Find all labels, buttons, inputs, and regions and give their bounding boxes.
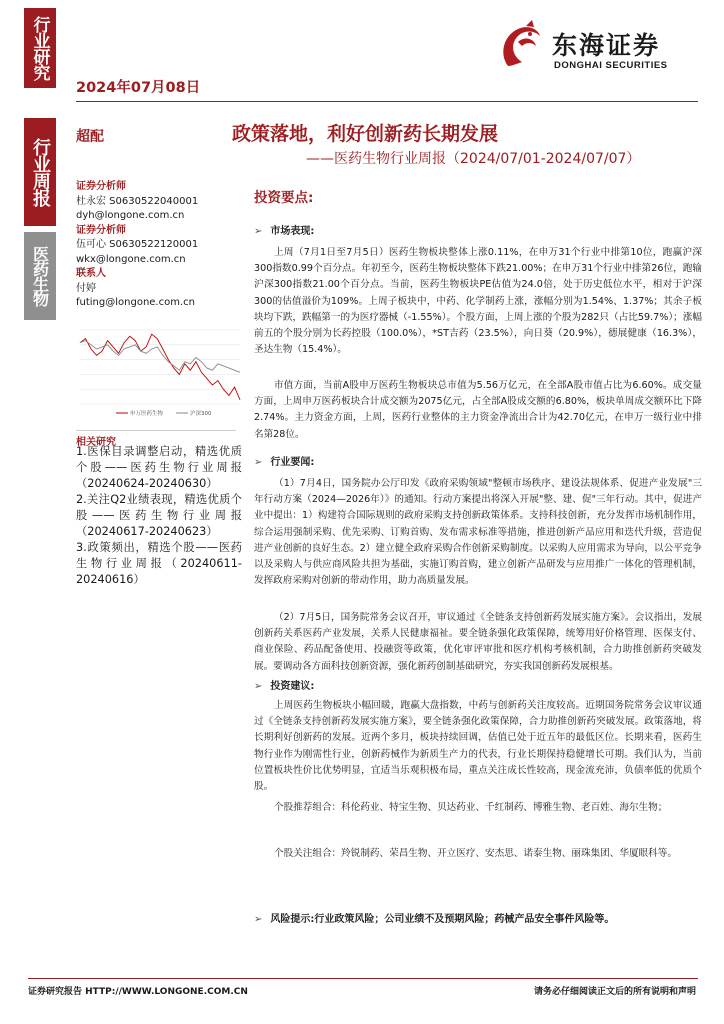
section-title: 市场表现: [270, 226, 315, 237]
contact-name: 付婷 [76, 282, 96, 294]
contact-label: 联系人 [76, 268, 106, 279]
market-paragraph: 上周（7月1日至7月5日）医药生物板块整体上涨0.11%，在申万31个行业中排第10位，跑赢沪深300指数0.99个百分点。年初至今，医药生物板块整体下跌21.00%；在申万31个行业中排第26位，跑输沪深300指数21.00个百分点。当前，医药生物板块PE估值为24.0倍，处于历史低位水平，相对于沪深300的估值溢价为109%。上周子板块中，中药、化学制药上涨，涨幅分别为1.54%、1.37%；其余子板块均下跌，跌幅第一的为医疗器械（-1.55%）。个股方面，上周上涨的个股为282只（占比59.7%）；涨幅前五的个股分别为长药控股（100.0%），*ST吉药（23.5%），向日葵（20.9%），德展健康（16.3%），圣达生物（15.4%）。 [254, 247, 702, 356]
arrow-icon: ➢ [254, 914, 263, 925]
tab-industry-research: 行业研究 [24, 8, 56, 88]
related-heading: 相关研究 [76, 430, 236, 448]
news-paragraph: （1）7月4日，国务院办公厅印发《政府采购领域"整顿市场秩序、建设法规体系、促进产业发展"三年行动方案（2024—2026年）》的通知。行动方案提出将深入开展"整、建、促"三年行动。其中，促进产业中提出：1）构建符合国际规则的政府采购支持创新政策体系。支持科技创新，充分发挥市场机制作用，综合运用强制采购、优先采购、订购首购、发布需求标准等措施，推进创新产品应用和迭代升级，营造促进产业创新的良好生态。2）建立健全政府采购合作创新采购制度。以采购人应用需求为导向，以公平竞争以及采购人与供应商风险共担为基础，实施订购首购，建立创新产品研发与应用推广一体化的管理机制，发挥政府采购对创新的带动作用，助力高质量发展。 [254, 478, 702, 587]
recommend-portfolio: 个股推荐组合：科伦药业、特宝生物、贝达药业、千红制药、博雅生物、老百姓、海尔生物； [274, 802, 668, 813]
section-heading [254, 453, 314, 468]
section-title: 行业要闻: [270, 457, 315, 468]
rating: 超配 [76, 129, 104, 145]
section-title: 投资建议: [270, 681, 315, 692]
chart-legend-label: 沪深300 [190, 411, 212, 417]
arrow-icon: ➢ [254, 226, 263, 237]
footer-right: 请务必仔细阅读正文后的所有说明和声明 [533, 987, 696, 997]
risk-text: 行业政策风险；公司业绩不及预期风险；药械产品安全事件风险等。 [314, 914, 615, 925]
header-divider [76, 101, 698, 102]
related-list [76, 444, 242, 588]
arrow-icon: ➢ [254, 457, 263, 468]
footer-left[interactable]: 证券研究报告 HTTP://WWW.LONGONE.COM.CN [28, 987, 248, 997]
analyst-name: 伍可心 S0630522120001 [76, 239, 199, 250]
related-item[interactable]: 2.关注Q2业绩表现，精选优质个股——医药生物行业周报（20240617-20240623） [76, 493, 242, 538]
report-title: 政策落地，利好创新药长期发展 [232, 123, 499, 145]
chart-legend-label: 申万医药生物 [130, 411, 164, 417]
analyst-email[interactable]: wkx@longone.com.cn [76, 253, 186, 265]
key-points-heading: 投资要点: [254, 190, 314, 206]
analyst-label: 证券分析师 [76, 224, 126, 236]
arrow-icon: ➢ [254, 681, 263, 692]
risk-label: 风险提示: [270, 914, 315, 925]
advice-paragraph: 上周医药生物板块小幅回暖，跑赢大盘指数，中药与创新药关注度较高。近期国务院常务会议审议通过《全链条支持创新药发展实施方案》，要全链条强化政策保障，合力助推创新药突破发展。政策落地，将长期利好创新药的发展。近两个多月，板块持续回调，估值已处于近五年的最低区位。长期来看，医药生物行业作为刚需性行业，创新药械作为新质生产力的代表，行业长期保持稳健增长可期。我们认为，当前位置板块性价比优势明显，宜适当乐观积极布局，重点关注成长性较高，现金流充沛，负债率低的优质个股。 [254, 700, 702, 793]
related-item[interactable]: 3.政策频出，精选个股——医药生物行业周报（20240611-20240616） [76, 541, 242, 586]
tab-weekly-report: 行业周报 [24, 118, 56, 226]
chart-grid [80, 330, 240, 404]
chart-legend [116, 409, 212, 417]
performance-chart [76, 326, 244, 421]
company-logo [496, 18, 696, 78]
report-date: 2024年07月08日 [76, 80, 201, 96]
risk-warning [254, 910, 614, 925]
section-heading [254, 222, 314, 237]
section-heading [254, 677, 314, 692]
logo-english: DONGHAI SECURITIES [554, 60, 668, 71]
market-value-paragraph: 市值方面，当前A股申万医药生物板块总市值为5.56万亿元，在全部A股市值占比为6.60%。成交量方面，上周申万医药板块合计成交额为2075亿元，占全部A股成交额的6.80%，板块单周成交额环比下降2.74%。主力资金方面，上周，医药行业整体的主力资金净流出合计为42.70亿元，在申万一级行业中排名第28位。 [254, 380, 702, 440]
chart-series-line [80, 334, 240, 400]
analyst-label: 证券分析师 [76, 181, 126, 192]
news-paragraph: （2）7月5日，国务院常务会议召开，审议通过《全链条支持创新药发展实施方案》。会议指出，发展创新药关系医药产业发展，关系人民健康福祉。要全链条强化政策保障，统筹用好价格管理、医保支付、商业保险、药品配备使用、投融资等政策，优化审评审批和医疗机构考核机制，合力助推创新药突破发展。要调动各方面科技创新资源，强化新药创制基础研究，夯实我国创新药发展根基。 [254, 612, 702, 672]
analyst-block [76, 180, 236, 311]
analyst-name: 杜永宏 S0630522040001 [76, 195, 199, 207]
watch-portfolio: 个股关注组合：羚锐制药、荣昌生物、开立医疗、安杰思、诺泰生物、丽珠集团、华厦眼科等。 [274, 848, 677, 859]
chart-series-line [80, 341, 240, 373]
contact-email[interactable]: futing@longone.com.cn [76, 297, 195, 308]
logo-chinese: 东海证券 [552, 31, 661, 60]
analyst-email[interactable]: dyh@longone.com.cn [76, 210, 185, 221]
report-subtitle: ——医药生物行业周报（2024/07/01-2024/07/07） [306, 151, 641, 167]
dragon-logo-icon [496, 18, 548, 76]
footer-divider [28, 978, 698, 979]
related-item[interactable]: 1.医保目录调整启动，精选优质个股——医药生物行业周报（20240624-20240630） [76, 445, 242, 490]
tab-pharma-bio: 医药生物 [24, 232, 56, 320]
